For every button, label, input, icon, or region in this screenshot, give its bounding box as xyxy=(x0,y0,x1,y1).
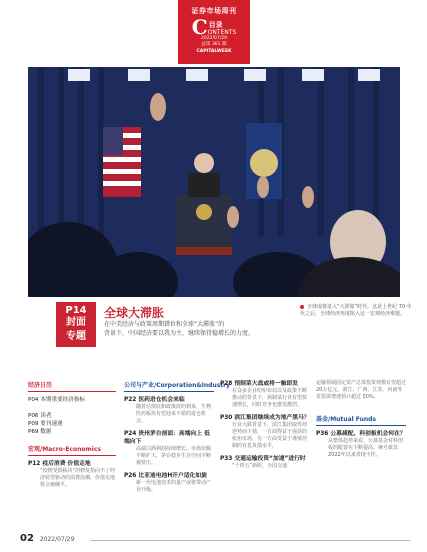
toc-entry-p36[interactable] xyxy=(316,430,406,459)
contents-initial: C xyxy=(191,15,208,39)
contents-title-cn: 目录 xyxy=(208,21,223,29)
toc-entry-p09[interactable]: P09 要刊速递 xyxy=(28,421,63,427)
page-number: 02 xyxy=(20,533,34,544)
magazine-name: 证券市场周刊 xyxy=(191,7,237,15)
section-title-corporation: 公司与产业/Corporation&Industry xyxy=(124,380,214,392)
section-title-funds: 基金/Mutual Funds xyxy=(316,414,406,426)
section-title-calendar: 经济日历 xyxy=(28,380,116,392)
cover-story-label-1: 封面 xyxy=(66,317,86,328)
toc-entry-p26[interactable] xyxy=(124,472,214,494)
contents-title-en: ONTENTS xyxy=(207,29,237,36)
issue-number: 总第 361 期 xyxy=(201,42,227,47)
issue-date: 2022/07/29 xyxy=(201,36,227,41)
caption-text: 全球或将进入“大滞胀”时代，这是上世纪 70 年代之后，全球经济再度陷入这一宏观经济难题。 xyxy=(300,304,412,317)
toc-entry-p28[interactable] xyxy=(220,380,310,409)
cover-deck xyxy=(104,320,276,338)
toc-entry-title: P12 疫后消费 价值走地 xyxy=(28,461,91,467)
toc-entry-title: P24 贵州茅台剖面：高端向上 低端向下 xyxy=(124,431,210,445)
toc-entry-desc: 高端白酒利润持续增长，市场份额不断扩大，茅台稳步生存空间不断被挤压。 xyxy=(136,446,212,466)
toc-entry-title: P28 预制菜大战或将一触即发 xyxy=(220,381,299,387)
toc-column-1 xyxy=(28,380,116,494)
cover-headline[interactable]: 全球大滞胀 xyxy=(104,306,165,320)
toc-entry-p33-continued xyxy=(316,380,406,401)
toc-entry-p33[interactable] xyxy=(220,455,310,470)
toc-entry-p04[interactable]: P04 本期重要经济指标 xyxy=(28,397,86,403)
toc-entry-p69[interactable]: P69 数据 xyxy=(28,429,52,435)
caption-bullet-icon xyxy=(300,305,304,309)
toc-entry-p22[interactable] xyxy=(124,396,214,425)
toc-entry-desc: “疫情受损板块”的修复指向不了经济转型驱动的消费浪潮，价值走地将会被确平。 xyxy=(40,468,116,488)
toc-entry-desc: 随着估值底和政策底的到来，生物医药板块有望迎来不错的进仓机会。 xyxy=(136,404,212,424)
toc-entry-desc: 从整体趋势来看，公募基金对科创板的配置在不断提高。统号致其 2022年以来表现不佳。 xyxy=(328,438,404,458)
toc-entry-desc: 在众多企业纷纷布局以及政策不断推动的背景下，预制菜行业有望快速增长，同时竞争也愈发激烈。 xyxy=(232,388,308,408)
toc-column-3 xyxy=(220,380,310,475)
toc-entry-title: P33 交通运输投资“加速”进行时 xyxy=(220,456,306,462)
photo-caption xyxy=(300,304,412,318)
footer-divider xyxy=(90,540,410,541)
brand-name: CAPITALWEEK xyxy=(196,49,232,54)
section-title-macro: 宏观/Macro-Economics xyxy=(28,444,116,456)
toc-entry-p30[interactable] xyxy=(220,414,310,450)
footer-date: 2022/07/29 xyxy=(39,536,75,543)
contents-badge xyxy=(178,0,250,64)
toc-entry-title: P30 滨江集团继续成为地产黑马？ xyxy=(220,415,310,421)
toc-column-4 xyxy=(316,380,406,464)
cover-photo xyxy=(28,67,400,297)
cover-story-label-2: 专题 xyxy=(66,331,86,342)
cover-story-tag[interactable] xyxy=(56,302,96,347)
toc-entry-desc: 行业大跌背景下，滨江集团取得却逆势而下扬，一方面得益于强劲的杭州市场，另一方面受益于谨慎控制的有息负债水平。 xyxy=(232,422,308,449)
toc-entry-title: P36 公募减配，科创板机会何在？ xyxy=(316,431,406,437)
cover-deck-line-2: 背景下，中国经济要以我为主，继续保持稳增长的力度。 xyxy=(104,330,255,337)
toc-column-2 xyxy=(124,380,231,499)
toc-entry-title: P26 比亚迪电池H开户适化如旋 xyxy=(124,473,207,479)
toc-entry-desc: 新一代电池技术的量产或将带动产业升级。 xyxy=(136,480,212,493)
cover-deck-line-1: 在中美经济与政策周期错位和全球“大滞胀”的 xyxy=(104,321,225,328)
toc-entry-desc: “十四五”新阶，全国交通 xyxy=(232,463,288,469)
toc-entry-title: P22 医药进仓机会来临 xyxy=(124,397,185,403)
toc-entry-desc: 运输领域固定资产总体投资规模有望超过 20万亿元，浙江、广西、江苏、河南等省投资增速预计超过 50%。 xyxy=(316,380,407,400)
toc-entry-p24[interactable] xyxy=(124,430,214,467)
page-footer xyxy=(20,533,74,544)
toc-entry-p12[interactable] xyxy=(28,460,116,489)
toc-entry-p06[interactable]: P06 读者 xyxy=(28,413,52,419)
cover-story-page: P14 xyxy=(65,305,87,316)
